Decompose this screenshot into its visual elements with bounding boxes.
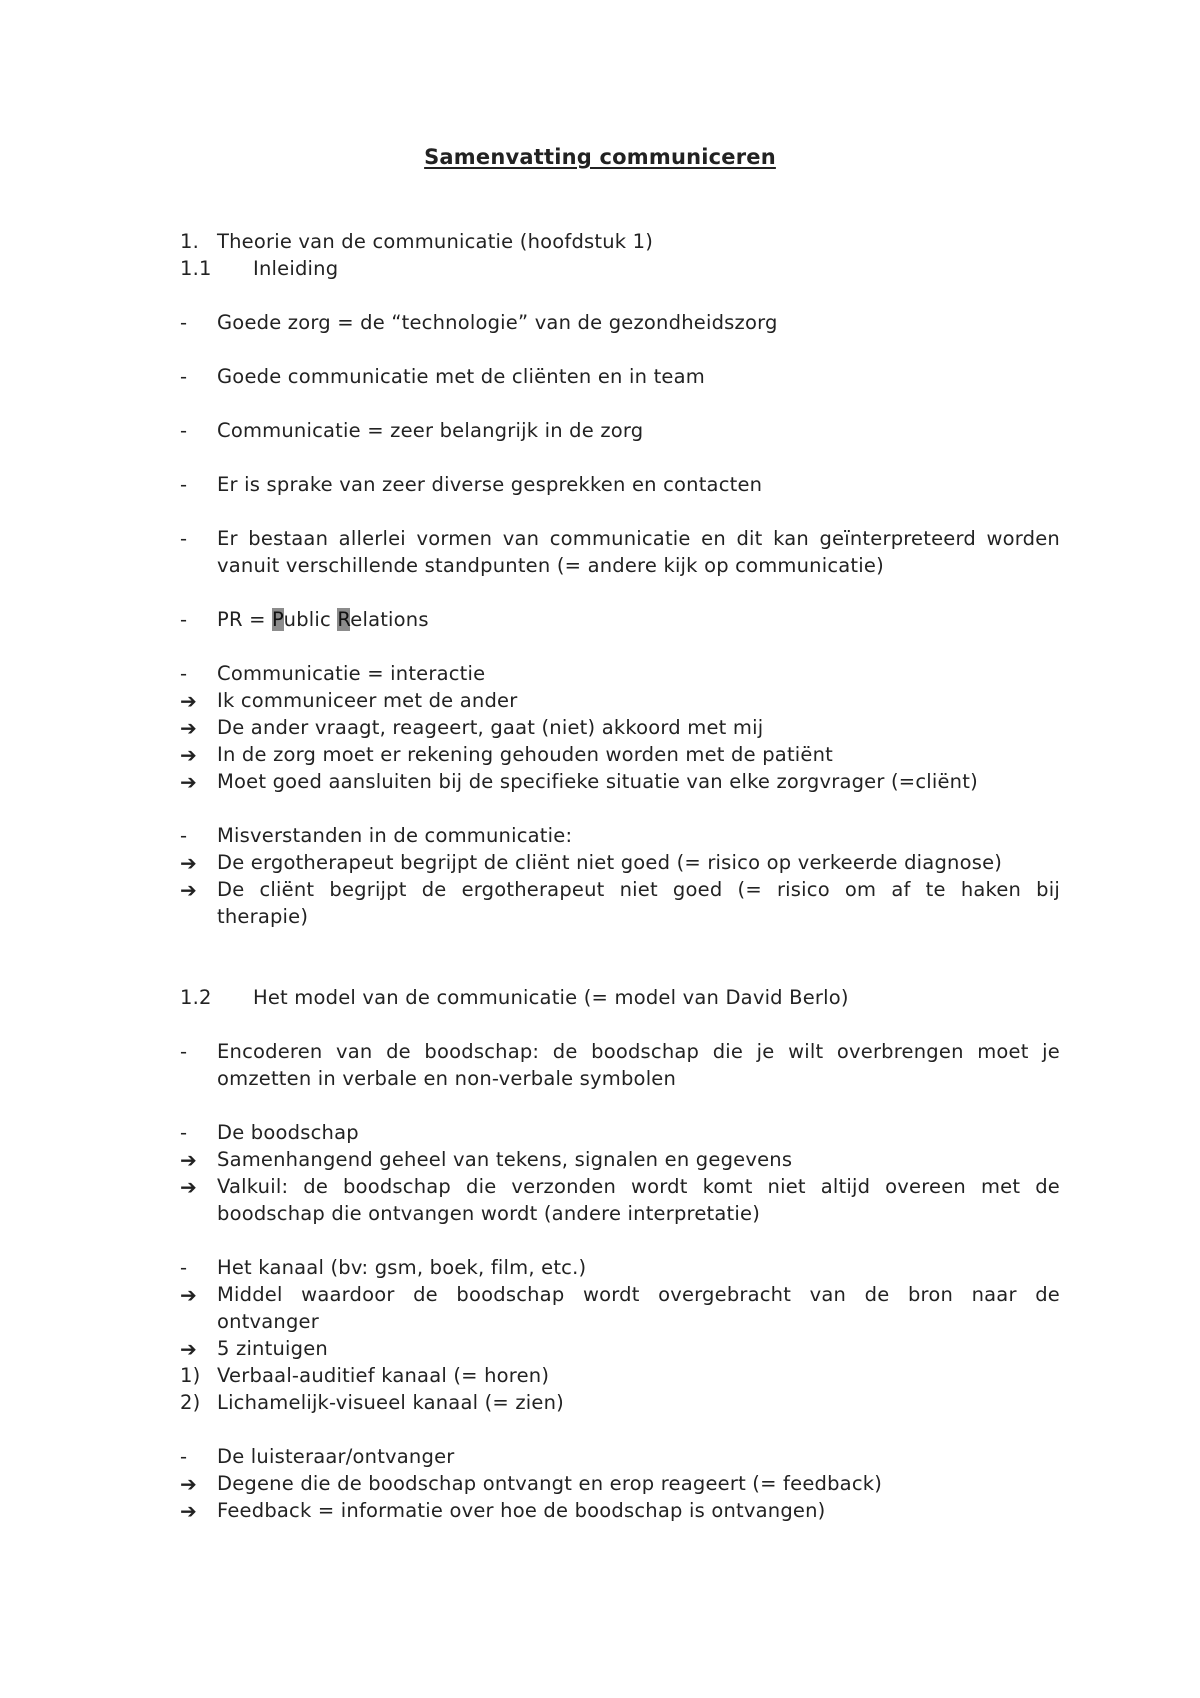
arrow-icon: ➔ xyxy=(180,1472,197,1496)
arrow-item xyxy=(180,1471,1060,1498)
arrow-text: De ander vraagt, reageert, gaat (niet) akkoord met mij xyxy=(217,716,764,739)
subsection-heading-text: Het model van de communicatie (= model van David Berlo) xyxy=(253,986,849,1009)
arrow-text: Middel waardoor de boodschap wordt overgebracht van de bron naar de xyxy=(217,1283,1060,1306)
section-number: 1. xyxy=(180,230,200,253)
arrow-icon: ➔ xyxy=(180,770,197,794)
bullet-text: Het kanaal (bv: gsm, boek, film, etc.) xyxy=(217,1256,587,1279)
bullet-text: De boodschap xyxy=(217,1121,359,1144)
bullet-text: Goede zorg = de “technologie” van de gezondheidszorg xyxy=(217,311,778,334)
bullet-item xyxy=(180,1120,1060,1147)
dash-marker: - xyxy=(180,662,188,685)
bullet-item xyxy=(180,310,1060,337)
arrow-icon: ➔ xyxy=(180,1148,197,1172)
arrow-item xyxy=(180,877,1060,904)
arrow-text: De cliënt begrijpt de ergotherapeut niet goed (= risico om af te haken bij xyxy=(217,878,1060,901)
subsection-heading xyxy=(180,256,1060,283)
dash-marker: - xyxy=(180,365,188,388)
dash-marker: - xyxy=(180,473,188,496)
bullet-continuation xyxy=(180,553,1060,580)
arrow-continuation xyxy=(180,1201,1060,1228)
dash-marker: - xyxy=(180,1445,188,1468)
arrow-continuation xyxy=(180,904,1060,931)
arrow-icon: ➔ xyxy=(180,878,197,902)
bullet-text: Goede communicatie met de cliënten en in team xyxy=(217,365,705,388)
arrow-item xyxy=(180,1336,1060,1363)
list-number: 2) xyxy=(180,1391,201,1414)
arrow-item xyxy=(180,1147,1060,1174)
bullet-item xyxy=(180,661,1060,688)
arrow-text: Moet goed aansluiten bij de specifieke situatie van elke zorgvrager (=cliënt) xyxy=(217,770,978,793)
arrow-icon: ➔ xyxy=(180,743,197,767)
bullet-item xyxy=(180,1444,1060,1471)
bullet-text: Er bestaan allerlei vormen van communicatie en dit kan geïnterpreteerd worden xyxy=(217,527,1060,550)
document-title: Samenvatting communiceren xyxy=(424,145,776,169)
bullet-item xyxy=(180,418,1060,445)
dash-marker: - xyxy=(180,1121,188,1144)
arrow-text: In de zorg moet er rekening gehouden worden met de patiënt xyxy=(217,743,834,766)
arrow-text: boodschap die ontvangen wordt (andere interpretatie) xyxy=(217,1202,761,1225)
arrow-item xyxy=(180,769,1060,796)
arrow-continuation xyxy=(180,1309,1060,1336)
subsection-number: 1.2 xyxy=(180,986,212,1009)
arrow-item xyxy=(180,1498,1060,1525)
arrow-icon: ➔ xyxy=(180,851,197,875)
bullet-text: Communicatie = zeer belangrijk in de zorg xyxy=(217,419,644,442)
arrow-item xyxy=(180,742,1060,769)
section-heading-text: Theorie van de communicatie (hoofdstuk 1) xyxy=(217,230,654,253)
bullet-item xyxy=(180,607,1060,634)
bullet-item xyxy=(180,823,1060,850)
bullet-item xyxy=(180,526,1060,553)
arrow-text: Samenhangend geheel van tekens, signalen en gegevens xyxy=(217,1148,793,1171)
highlighted-letter: R xyxy=(337,608,351,631)
dash-marker: - xyxy=(180,1040,188,1063)
dash-marker: - xyxy=(180,824,188,847)
arrow-text: therapie) xyxy=(217,905,309,928)
arrow-icon: ➔ xyxy=(180,689,197,713)
bullet-text: omzetten in verbale en non-verbale symbolen xyxy=(217,1067,677,1090)
arrow-item xyxy=(180,850,1060,877)
arrow-item xyxy=(180,1174,1060,1201)
arrow-text: Feedback = informatie over hoe de boodschap is ontvangen) xyxy=(217,1499,826,1522)
bullet-text: Communicatie = interactie xyxy=(217,662,486,685)
list-number: 1) xyxy=(180,1364,201,1387)
bullet-item xyxy=(180,1039,1060,1066)
subsection-heading xyxy=(180,985,1060,1012)
bullet-item xyxy=(180,1255,1060,1282)
arrow-text: 5 zintuigen xyxy=(217,1337,328,1360)
arrow-icon: ➔ xyxy=(180,1337,197,1361)
dash-marker: - xyxy=(180,419,188,442)
arrow-text: Valkuil: de boodschap die verzonden wordt komt niet altijd overeen met de xyxy=(217,1175,1060,1198)
bullet-item xyxy=(180,364,1060,391)
section-heading xyxy=(180,229,1060,256)
bullet-text: Misverstanden in de communicatie: xyxy=(217,824,573,847)
bullet-text: Er is sprake van zeer diverse gesprekken en contacten xyxy=(217,473,763,496)
arrow-text: Degene die de boodschap ontvangt en erop reageert (= feedback) xyxy=(217,1472,883,1495)
ordered-text: Lichamelijk-visueel kanaal (= zien) xyxy=(217,1391,564,1414)
dash-marker: - xyxy=(180,311,188,334)
arrow-text: ontvanger xyxy=(217,1310,319,1333)
arrow-text: Ik communiceer met de ander xyxy=(217,689,518,712)
arrow-icon: ➔ xyxy=(180,1283,197,1307)
subsection-number: 1.1 xyxy=(180,257,212,280)
ordered-item xyxy=(180,1390,1060,1417)
subsection-heading-text: Inleiding xyxy=(253,257,339,280)
arrow-text: De ergotherapeut begrijpt de cliënt niet goed (= risico op verkeerde diagnose) xyxy=(217,851,1003,874)
bullet-text-pr: PR = Public Relations xyxy=(217,608,429,631)
ordered-item xyxy=(180,1363,1060,1390)
bullet-text: vanuit verschillende standpunten (= andere kijk op communicatie) xyxy=(217,554,884,577)
dash-marker: - xyxy=(180,527,188,550)
arrow-icon: ➔ xyxy=(180,1175,197,1199)
arrow-icon: ➔ xyxy=(180,1499,197,1523)
bullet-text: Encoderen van de boodschap: de boodschap die je wilt overbrengen moet je xyxy=(217,1040,1060,1063)
arrow-item xyxy=(180,1282,1060,1309)
bullet-item xyxy=(180,472,1060,499)
bullet-continuation xyxy=(180,1066,1060,1093)
arrow-item xyxy=(180,715,1060,742)
bullet-text: De luisteraar/ontvanger xyxy=(217,1445,455,1468)
highlighted-letter: P xyxy=(272,608,284,631)
arrow-item xyxy=(180,688,1060,715)
dash-marker: - xyxy=(180,1256,188,1279)
arrow-icon: ➔ xyxy=(180,716,197,740)
dash-marker: - xyxy=(180,608,188,631)
ordered-text: Verbaal-auditief kanaal (= horen) xyxy=(217,1364,550,1387)
